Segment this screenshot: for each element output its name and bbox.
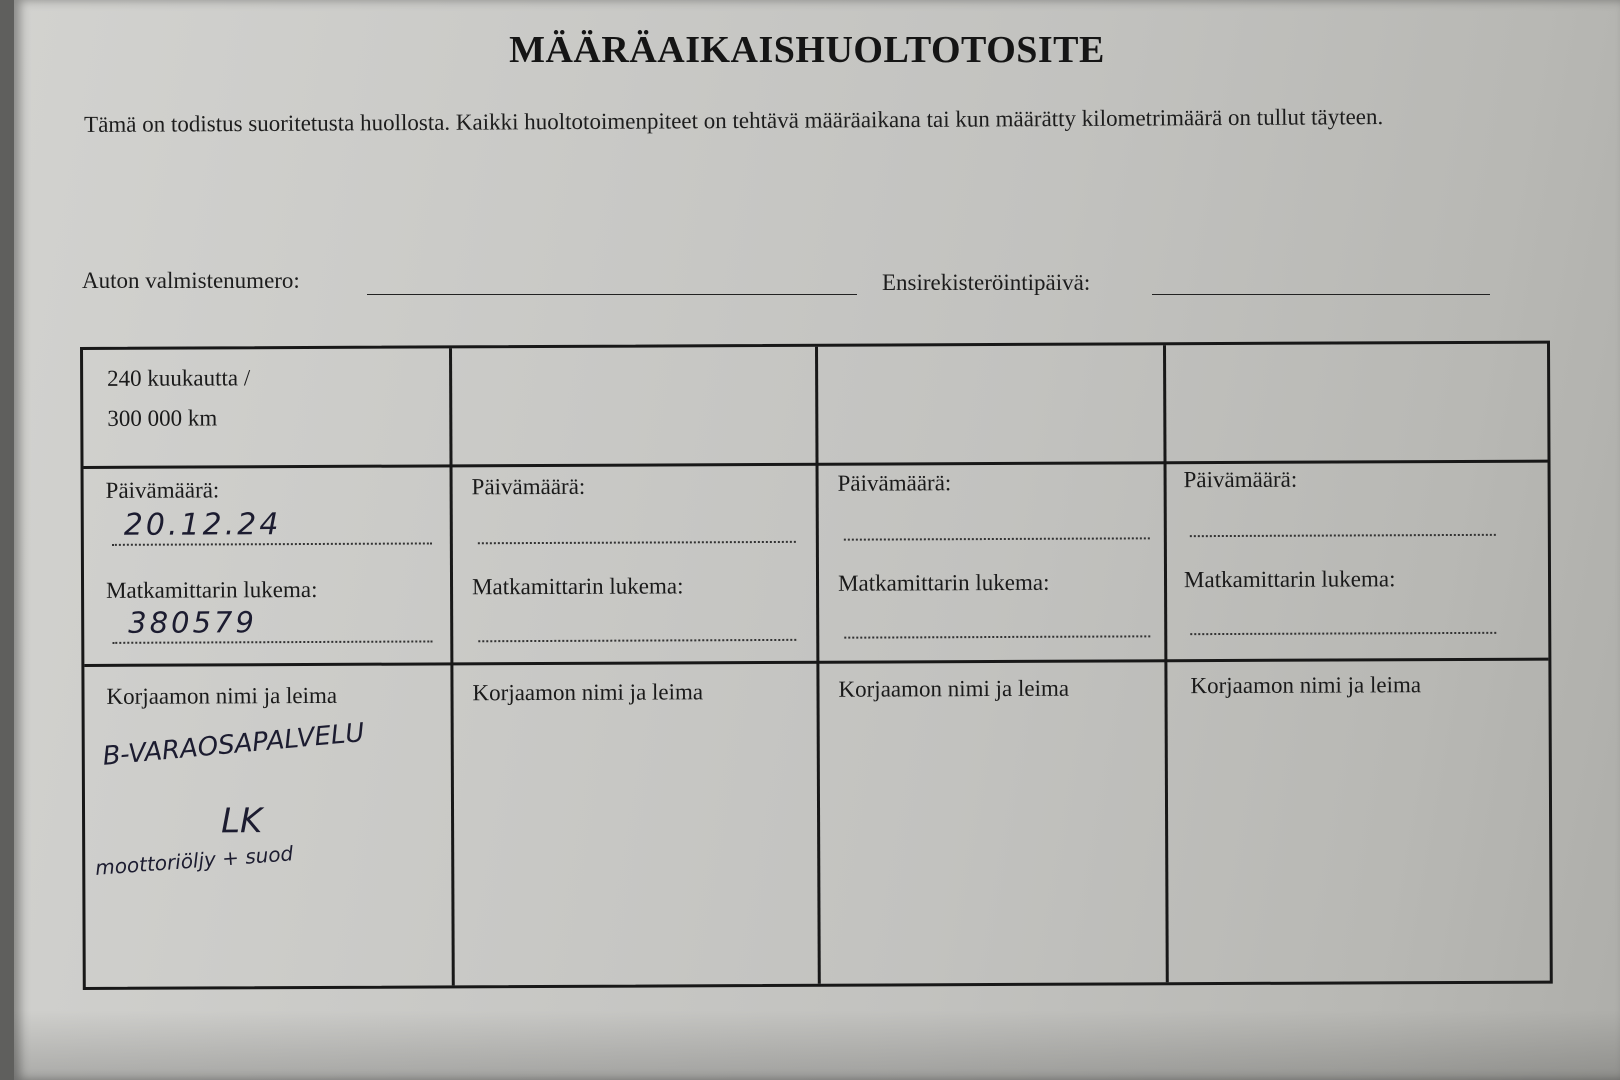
workshop-label: Korjaamon nimi ja leima xyxy=(106,682,338,709)
vehicle-fields xyxy=(82,268,1522,308)
column-divider xyxy=(1163,345,1169,982)
odometer-line xyxy=(478,639,796,642)
service-record-table xyxy=(80,341,1553,990)
vin-label: Auton valmistenumero: xyxy=(82,268,300,293)
interval-km: 300 000 km xyxy=(107,405,218,431)
intro-paragraph: Tämä on todistus suoritetusta huollosta. Kaikki huoltotoimenpiteet on tehtävä määräaikana tai kun määrätty kilometrimäärä on tullut täyteen. xyxy=(84,104,1384,137)
column-divider xyxy=(449,348,455,985)
odometer-value[interactable]: 380579 xyxy=(128,605,257,640)
form-title: MÄÄRÄAIKAISHUOLTOTOSITE xyxy=(509,29,1105,71)
column-divider xyxy=(815,347,821,984)
odometer-label: Matkamittarin lukema: xyxy=(471,573,684,600)
interval-months: 240 kuukautta / xyxy=(107,365,251,391)
date-line xyxy=(1190,534,1496,537)
date-line xyxy=(844,537,1150,540)
date-line xyxy=(478,541,796,544)
date-line xyxy=(112,542,432,545)
date-label: Päivämäärä: xyxy=(837,470,952,496)
odometer-line xyxy=(112,640,432,643)
odometer-line xyxy=(1190,632,1496,635)
date-value[interactable]: 20.12.24 xyxy=(123,507,282,543)
first-registration-field[interactable] xyxy=(1152,294,1490,295)
workshop-label: Korjaamon nimi ja leima xyxy=(838,675,1070,702)
first-registration-label: Ensirekisteröintipäivä: xyxy=(882,270,1091,295)
date-label: Päivämäärä: xyxy=(1183,466,1298,493)
service-note[interactable]: moottoriöljy + suod xyxy=(94,841,294,880)
odometer-label: Matkamittarin lukema: xyxy=(1183,566,1396,593)
odometer-line xyxy=(844,635,1150,638)
date-label: Päivämäärä: xyxy=(105,477,220,503)
form-page xyxy=(14,0,1620,1080)
odometer-label: Matkamittarin lukema: xyxy=(837,569,1050,596)
workshop-label: Korjaamon nimi ja leima xyxy=(472,679,704,706)
vin-field[interactable] xyxy=(367,294,857,295)
signature: LK xyxy=(220,801,263,842)
date-label: Päivämäärä: xyxy=(471,473,586,500)
workshop-name[interactable]: B-VARAOSAPALVELU xyxy=(101,717,366,772)
workshop-label: Korjaamon nimi ja leima xyxy=(1190,672,1422,699)
odometer-label: Matkamittarin lukema: xyxy=(106,576,318,603)
